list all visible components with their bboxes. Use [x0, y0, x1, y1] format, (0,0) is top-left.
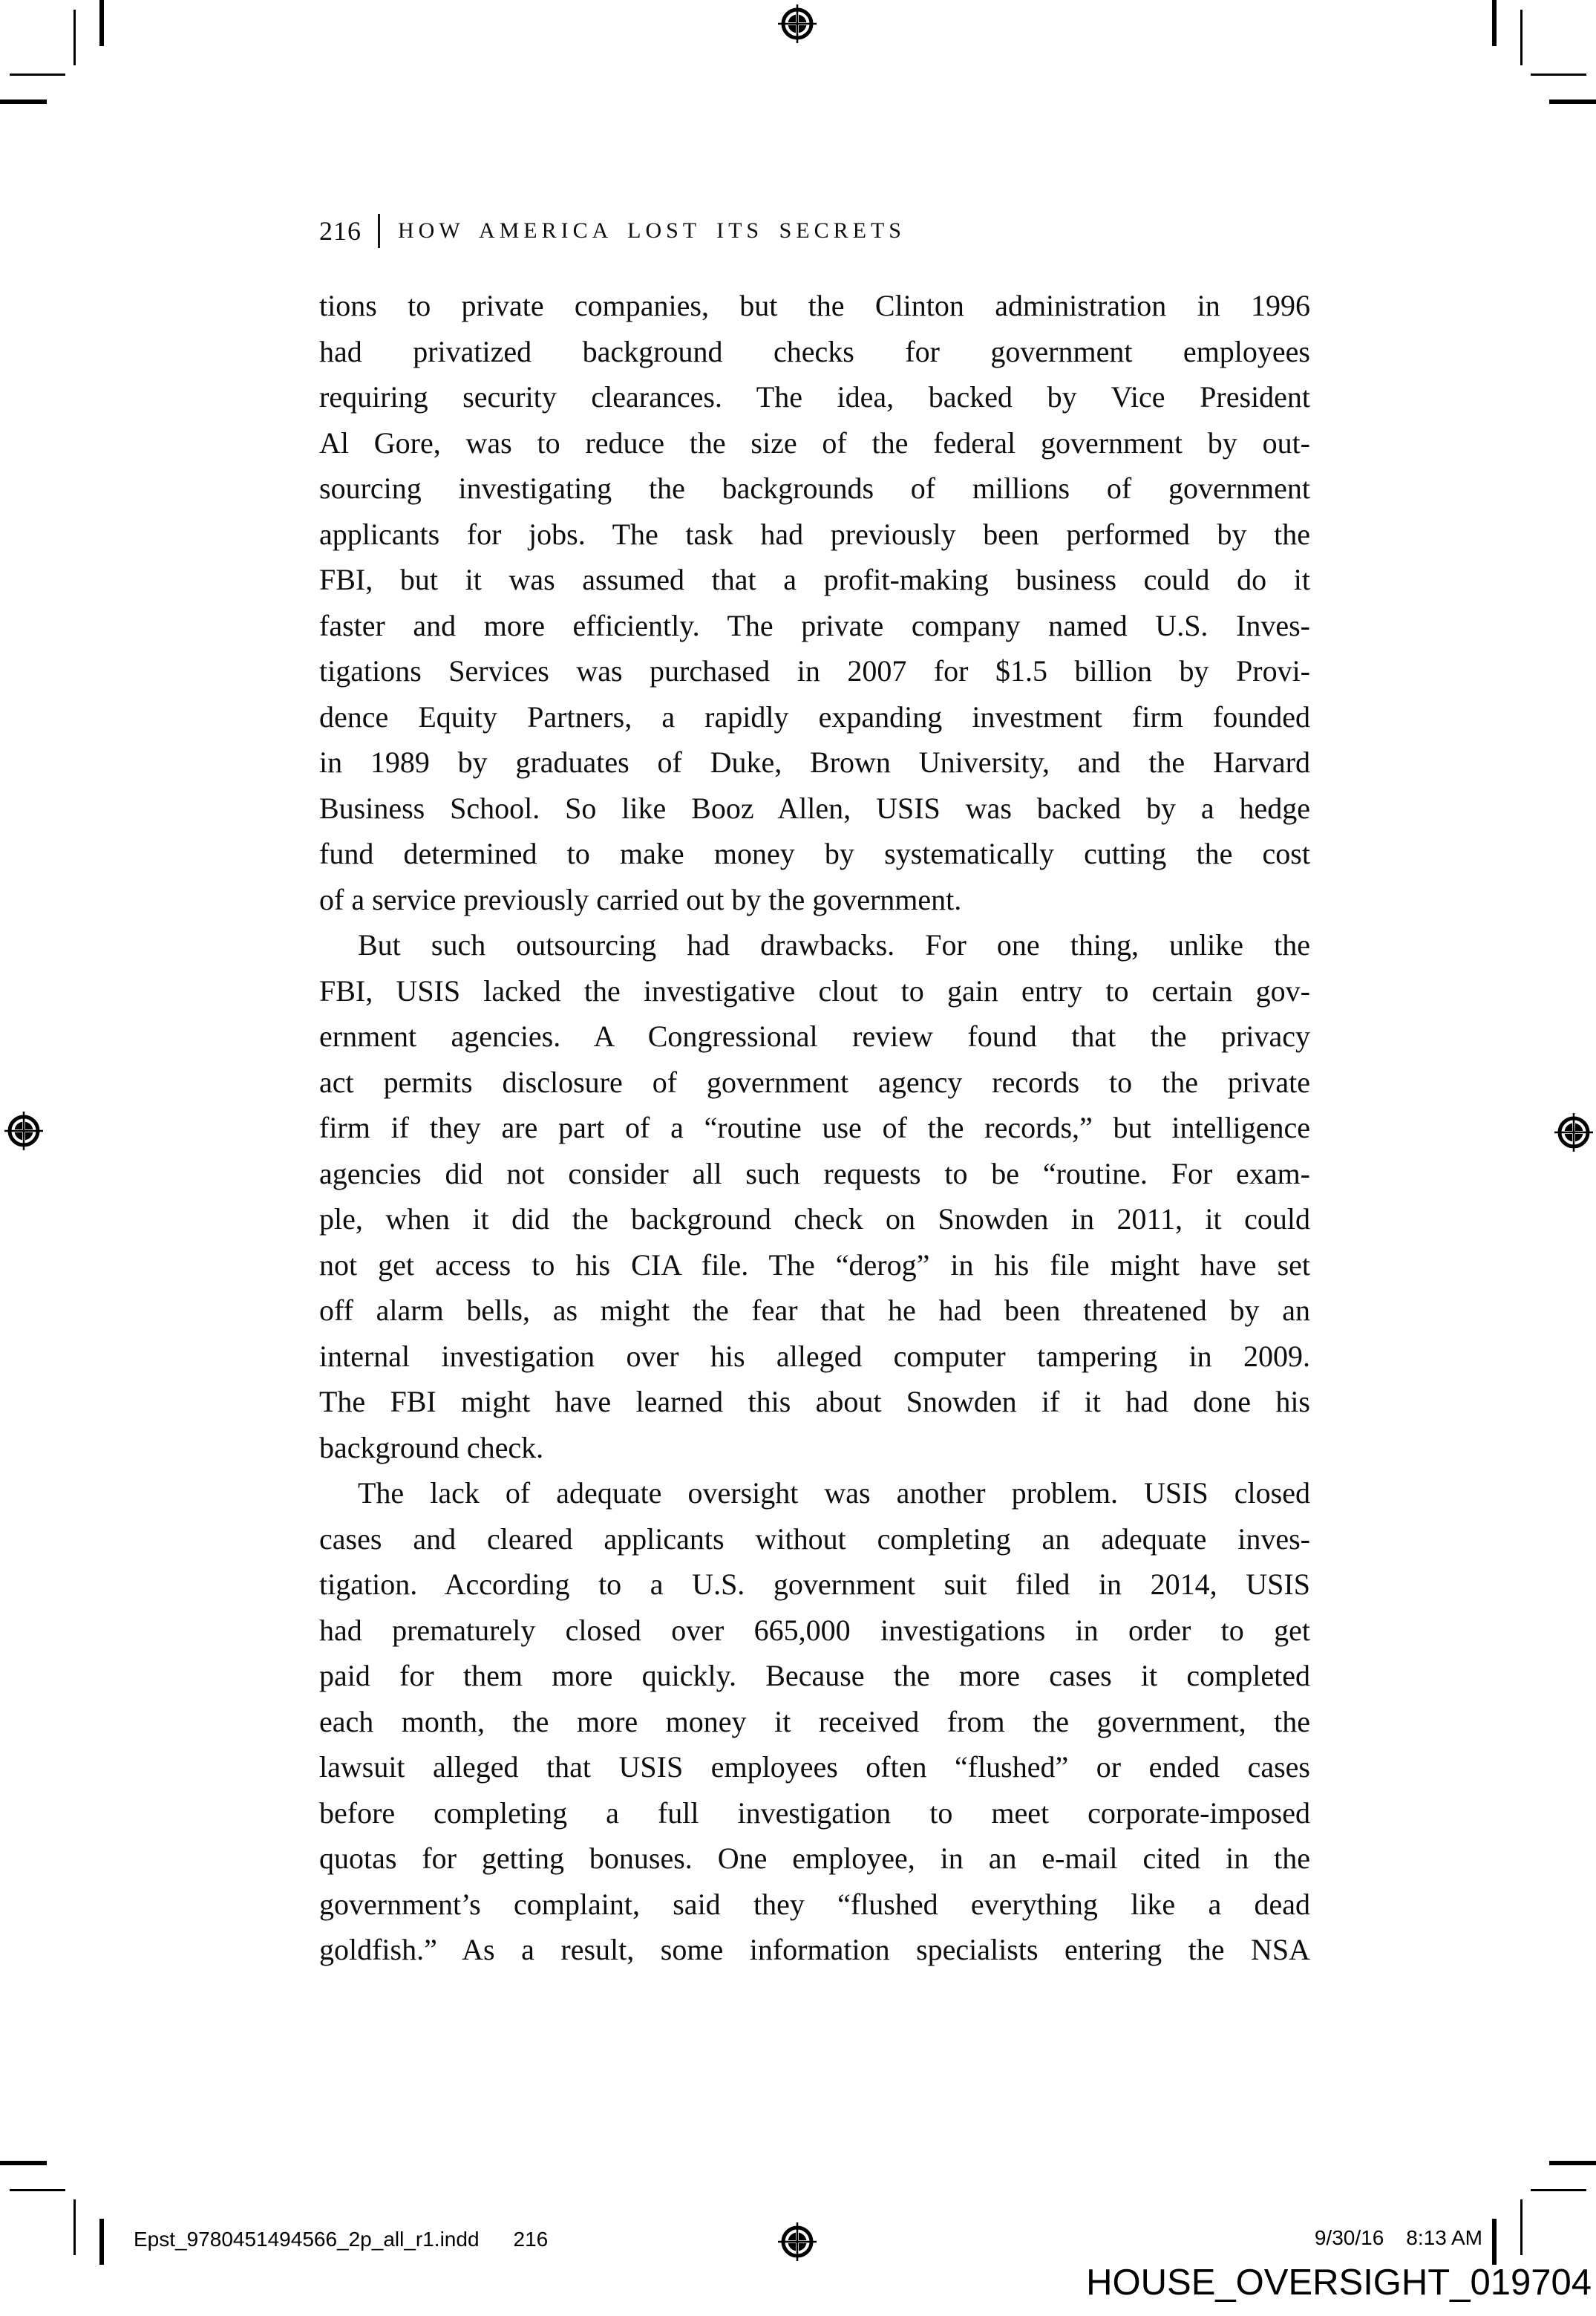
body-line: in 1989 by graduates of Duke, Brown University, and the Harvard	[319, 746, 1310, 779]
crop-mark	[1492, 2219, 1497, 2265]
crop-mark	[0, 100, 47, 104]
body-line: internal investigation over his alleged computer tampering in 2009.	[319, 1339, 1310, 1373]
body-line: not get access to his CIA file. The “derog” in his file might have set	[319, 1247, 1310, 1282]
registration-mark-icon	[778, 2222, 817, 2261]
body-line: of a service previously carried out by the government.	[319, 882, 962, 916]
crop-mark	[1531, 74, 1586, 76]
registration-mark-icon	[1554, 1113, 1593, 1152]
body-line: The lack of adequate oversight was another problem. USIS closed	[358, 1476, 1310, 1510]
bates-stamp: HOUSE_OVERSIGHT_019704	[1086, 2263, 1592, 2303]
slug-page-number: 216	[513, 2228, 549, 2251]
body-line: goldfish.” As a result, some information specialists entering the NSA	[319, 1933, 1310, 1966]
crop-mark	[73, 10, 76, 65]
running-head-title: HOW AMERICA LOST ITS SECRETS	[398, 218, 906, 243]
page-number: 216	[319, 216, 362, 246]
slug-date: 9/30/16	[1314, 2226, 1384, 2249]
running-head	[319, 214, 906, 248]
body-line: tions to private companies, but the Clinton administration in 1996	[319, 289, 1310, 322]
body-line: cases and cleared applicants without completing an adequate inves-	[319, 1521, 1310, 1556]
body-line: fund determined to make money by systematically cutting the cost	[319, 837, 1310, 870]
body-line: quotas for getting bonuses. One employee, in an e-mail cited in the	[319, 1842, 1310, 1875]
crop-mark	[1492, 0, 1497, 46]
body-line: ple, when it did the background check on Snowden in 2011, it could	[319, 1202, 1310, 1236]
body-line: The FBI might have learned this about Snowden if it had done his	[319, 1385, 1310, 1418]
body-line: But such outsourcing had drawbacks. For one thing, unlike the	[358, 928, 1310, 962]
body-line: government’s complaint, said they “flushed everything like a dead	[319, 1887, 1310, 1921]
body-line: FBI, but it was assumed that a profit-making business could do it	[319, 563, 1310, 596]
body-line: off alarm bells, as might the fear that he had been threatened by an	[319, 1294, 1310, 1327]
crop-mark	[10, 2189, 65, 2191]
body-line: Al Gore, was to reduce the size of the federal government by out-	[319, 425, 1310, 460]
body-line: lawsuit alleged that USIS employees often “flushed” or ended cases	[319, 1750, 1310, 1784]
body-line: paid for them more quickly. Because the more cases it completed	[319, 1659, 1310, 1692]
body-line: applicants for jobs. The task had previously been performed by the	[319, 517, 1310, 551]
registration-mark-icon	[778, 4, 817, 43]
body-line: act permits disclosure of government agency records to the private	[319, 1065, 1310, 1099]
crop-mark	[73, 2199, 76, 2255]
crop-mark	[1549, 100, 1596, 104]
crop-mark	[99, 0, 104, 46]
body-line: faster and more efficiently. The private company named U.S. Inves-	[319, 608, 1310, 642]
body-line: each month, the more money it received from the government, the	[319, 1704, 1310, 1738]
crop-mark	[99, 2219, 104, 2265]
body-line: tigation. According to a U.S. government suit filed in 2014, USIS	[319, 1568, 1310, 1601]
crop-mark	[1549, 2161, 1596, 2165]
body-line: agencies did not consider all such requests to be “routine. For exam-	[319, 1156, 1310, 1190]
body-line: tigations Services was purchased in 2007 for $1.5 billion by Provi-	[319, 654, 1310, 688]
crop-mark	[10, 74, 65, 76]
body-line: had privatized background checks for government employees	[319, 334, 1310, 368]
print-slug	[134, 2228, 548, 2251]
crop-mark	[1520, 2199, 1523, 2255]
header-divider	[378, 214, 380, 248]
body-line: sourcing investigating the backgrounds of millions of government	[319, 472, 1310, 505]
body-text	[319, 283, 1310, 1973]
slug-filename: Epst_9780451494566_2p_all_r1.indd	[134, 2228, 480, 2251]
crop-mark	[1531, 2189, 1586, 2191]
registration-mark-icon	[4, 1112, 43, 1150]
body-line: before completing a full investigation to meet corporate-imposed	[319, 1795, 1310, 1830]
body-line: Business School. So like Booz Allen, USIS was backed by a hedge	[319, 791, 1310, 825]
print-timestamp	[1315, 2226, 1482, 2250]
body-line: had prematurely closed over 665,000 investigations in order to get	[319, 1613, 1310, 1647]
body-line: ernment agencies. A Congressional review found that the privacy	[319, 1020, 1310, 1053]
body-line: background check.	[319, 1430, 544, 1464]
body-line: requiring security clearances. The idea, backed by Vice President	[319, 380, 1310, 414]
body-line: firm if they are part of a “routine use of the records,” but intelligence	[319, 1111, 1310, 1144]
slug-time: 8:13 AM	[1406, 2226, 1482, 2249]
body-line: dence Equity Partners, a rapidly expanding investment firm founded	[319, 699, 1310, 734]
body-line: FBI, USIS lacked the investigative clout to gain entry to certain gov-	[319, 973, 1310, 1008]
crop-mark	[0, 2161, 47, 2165]
crop-mark	[1520, 10, 1523, 65]
